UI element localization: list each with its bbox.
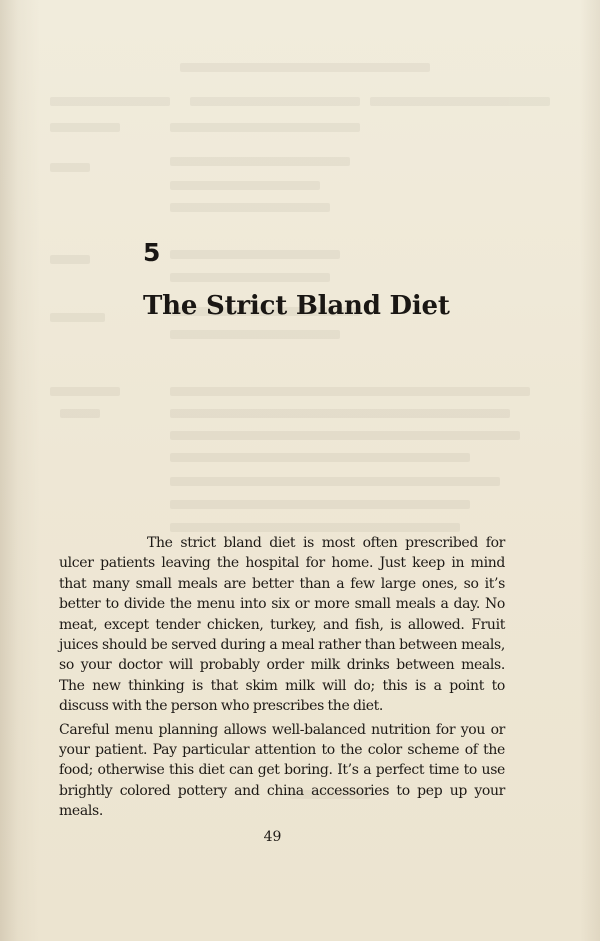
paragraph-1: The strict bland diet is most often prescribed for ulcer patients leaving the hospital for home. Just keep in mind that many small meals are better than a few large ones, so it’s better to divide the menu into six or more small meals a day. No meat, except tender chicken, turkey, and fish, is allowed. Fruit juices should be served during a meal rather than between meals, so your doctor will probably order milk drinks between meals. The new thinking is that skim milk will do; this is a point to discuss with the person who prescribes the diet. [59, 535, 505, 715]
chapter-title: The Strict Bland Diet [143, 291, 450, 321]
chapter-body [59, 533, 505, 825]
page-number: 49 [263, 829, 282, 845]
chapter-number: 5 [143, 238, 161, 267]
paragraph-2: Careful menu planning allows well-balanced nutrition for you or your patient. Pay particular attention to the color scheme of the food; otherwise this diet can get boring. It’s a perfect time to use brightly colored pottery and china accessories to pep up your meals. [59, 721, 505, 820]
